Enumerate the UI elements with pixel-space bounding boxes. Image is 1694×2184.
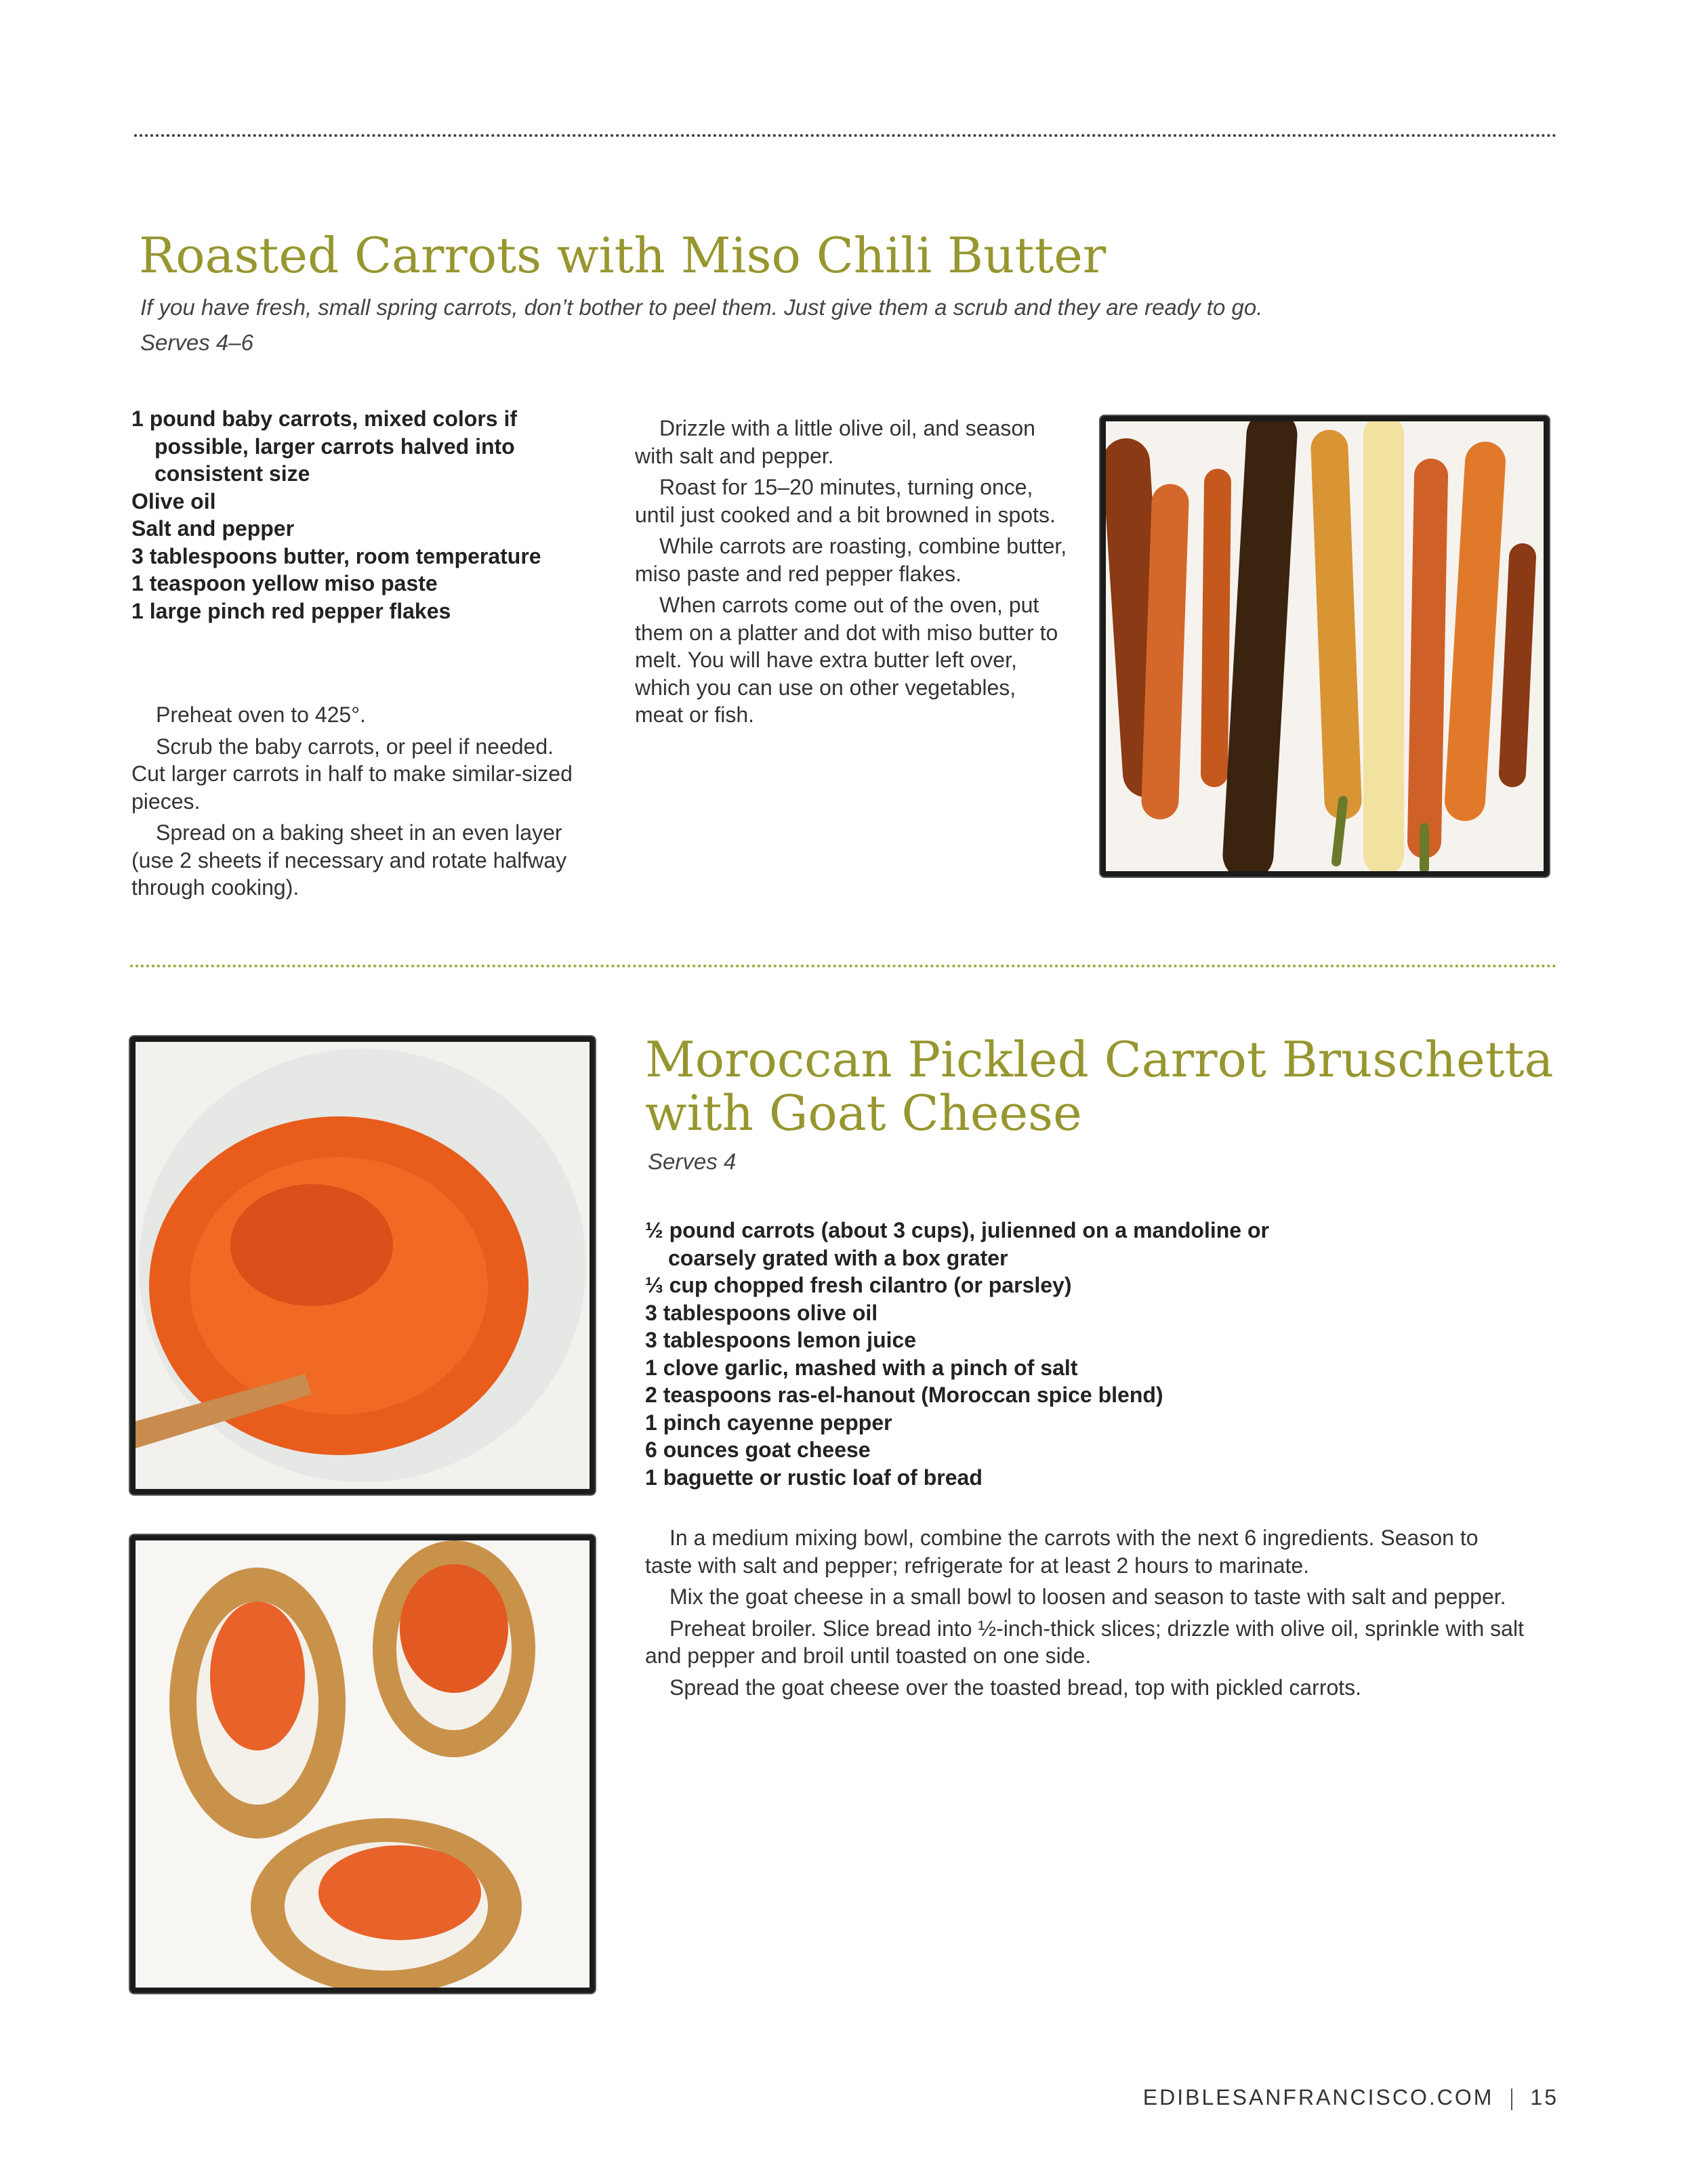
ingredient-item: 1 baguette or rustic loaf of bread — [645, 1465, 983, 1490]
page-footer — [1143, 2085, 1558, 2110]
ingredient-item: 1 large pinch red pepper flakes — [131, 598, 451, 623]
recipe-title-roasted-carrots: Roasted Carrots with Miso Chili Butter — [139, 227, 1107, 284]
ingredient-list-bruschetta — [645, 1217, 1492, 1491]
section-divider-rule — [130, 965, 1557, 967]
ingredient-list-roasted-carrots — [131, 405, 565, 625]
ingredient-item: 1 pound baby carrots, mixed colors if possible, larger carrots halved into consistent size — [131, 406, 518, 486]
ingredient-item: 6 ounces goat cheese — [645, 1437, 871, 1462]
method-bruschetta — [645, 1524, 1526, 1705]
top-dotted-rule — [134, 134, 1557, 137]
roasted-carrots-photo — [1100, 416, 1549, 877]
method-step: Roast for 15–20 minutes, turning once, until just cooked and a bit browned in spots. — [635, 475, 1056, 527]
footer-divider — [1511, 2088, 1512, 2110]
method-column-2 — [635, 415, 1069, 733]
ingredient-item: 3 tablespoons butter, room temperature — [131, 543, 541, 568]
method-step: Spread the goat cheese over the toasted bread, top with pickled carrots. — [669, 1675, 1362, 1700]
ingredient-item: 1 pinch cayenne pepper — [645, 1410, 892, 1435]
bruschetta-photo — [130, 1535, 595, 1993]
method-step: Mix the goat cheese in a small bowl to loosen and season to taste with salt and pepper. — [669, 1584, 1506, 1609]
method-step: Preheat oven to 425°. — [156, 702, 366, 727]
ingredient-item: ⅓ cup chopped fresh cilantro (or parsley) — [645, 1273, 1072, 1297]
recipe-title-line-1: Moroccan Pickled Carrot Bruschetta — [645, 1031, 1554, 1088]
pickled-carrot-bowl-photo — [130, 1036, 595, 1494]
page-number: 15 — [1530, 2085, 1558, 2109]
recipe-serves: Serves 4–6 — [140, 330, 253, 355]
ingredient-item: 3 tablespoons lemon juice — [645, 1328, 917, 1352]
ingredient-item: 1 clove garlic, mashed with a pinch of salt — [645, 1355, 1078, 1380]
ingredient-item: 2 teaspoons ras-el-hanout (Moroccan spice blend) — [645, 1383, 1163, 1407]
method-column-1 — [131, 701, 575, 906]
method-step: In a medium mixing bowl, combine the carrots with the next 6 ingredients. Season to taste with salt and pepper; refrigerate for at least 2 hours to marinate. — [645, 1526, 1479, 1578]
ingredient-item: Salt and pepper — [131, 516, 295, 541]
ingredient-item: 1 teaspoon yellow miso paste — [131, 571, 438, 595]
method-step: Drizzle with a little olive oil, and season with salt and pepper. — [635, 416, 1035, 468]
method-step: When carrots come out of the oven, put them on a platter and dot with miso butter to melt. You will have extra butter left over, which you can use on other vegetables, meat or fish. — [635, 593, 1058, 727]
recipe-intro: If you have fresh, small spring carrots, don’t bother to peel them. Just give them a scrub and they are ready to go. — [140, 295, 1263, 320]
method-step: Scrub the baby carrots, or peel if needed. Cut larger carrots in half to make similar-sized pieces. — [131, 734, 573, 814]
recipe-title-line-2: with Goat Cheese — [645, 1085, 1082, 1141]
ingredient-item: ½ pound carrots (about 3 cups), julienned on a mandoline or coarsely grated with a box grater — [645, 1218, 1269, 1270]
ingredient-item: 3 tablespoons olive oil — [645, 1300, 878, 1325]
method-step: Preheat broiler. Slice bread into ½-inch-thick slices; drizzle with olive oil, sprinkle with salt and pepper and broil until toasted on one side. — [645, 1616, 1524, 1668]
method-step: While carrots are roasting, combine butter, miso paste and red pepper flakes. — [635, 534, 1067, 586]
method-step: Spread on a baking sheet in an even layer (use 2 sheets if necessary and rotate halfway through cooking). — [131, 820, 567, 900]
ingredient-item: Olive oil — [131, 488, 216, 513]
recipe-serves: Serves 4 — [648, 1149, 737, 1174]
website-link[interactable]: EDIBLESANFRANCISCO.COM — [1142, 2085, 1494, 2109]
